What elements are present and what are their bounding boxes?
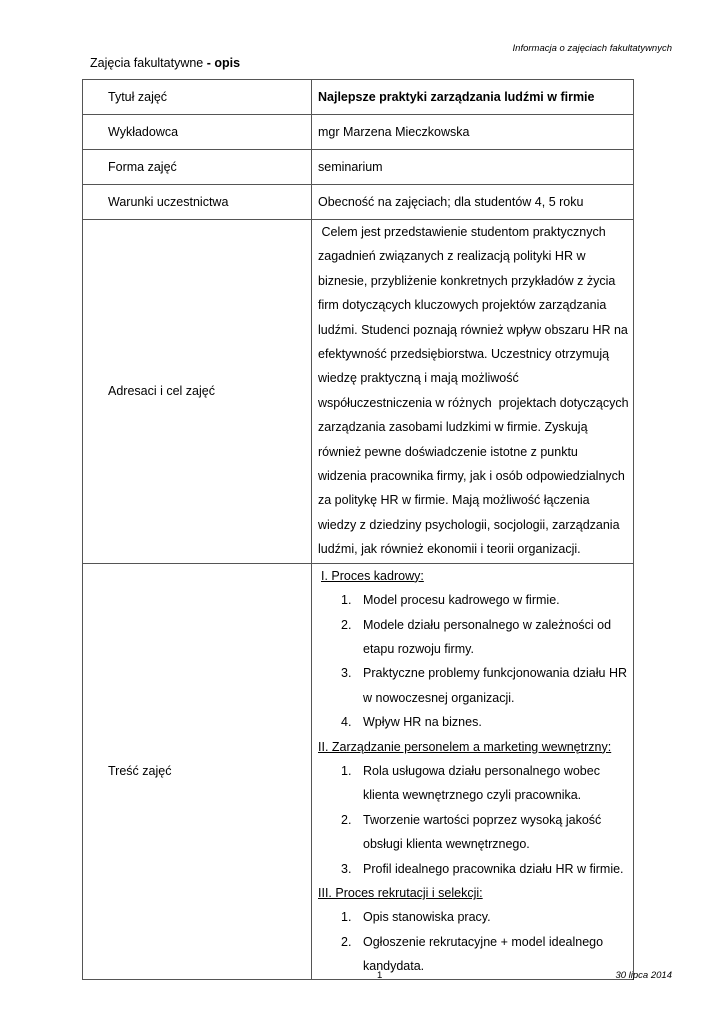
list-item-number: 2. [341,617,352,632]
list-item-number: 1. [341,763,352,778]
list-item-number: 4. [341,715,352,730]
list-item [318,710,629,734]
document-title [90,56,240,70]
label-form: Forma zajęć [83,150,312,185]
list-item-text: Ogłoszenie rekrutacyjne + model idealnego kandydata. [363,934,604,974]
value-form: seminarium [312,150,634,185]
content-section [318,881,629,979]
list-item-text: Praktyczne problemy funkcjonowania działu HR w nowoczesnej organizacji. [363,666,628,705]
value-title [312,80,634,115]
content-section [318,564,629,735]
list-item [318,905,629,929]
section-list [318,905,629,978]
list-item [318,759,629,808]
list-item-text: Opis stanowiska pracy. [363,910,491,925]
label-lecturer: Wykładowca [83,115,312,150]
list-item-number: 2. [341,934,352,949]
list-item [318,588,629,612]
list-item-text: Tworzenie wartości poprzez wysoką jakość obsługi klienta wewnętrznego. [363,812,602,852]
label-conditions: Warunki uczestnictwa [83,185,312,220]
row-title [83,80,634,115]
document-title-suffix: - opis [203,56,241,70]
list-item-text: Wpływ HR na biznes. [363,715,482,730]
header-note: Informacja o zajęciach fakultatywnych [512,43,672,54]
list-item-number: 1. [341,910,352,925]
value-lecturer: mgr Marzena Mieczkowska [312,115,634,150]
list-item-text: Rola usługowa działu personalnego wobec klienta wewnętrznego czyli pracownika. [363,763,600,803]
label-content: Treść zajęć [83,563,312,979]
list-item-text: Modele działu personalnego w zależności od etapu rozwoju firmy. [363,617,612,656]
row-content [83,563,634,979]
section-title: I. Proces kadrowy: [321,568,424,583]
list-item [318,661,629,710]
label-title: Tytuł zajęć [83,80,312,115]
value-title-text: Najlepsze praktyki zarządzania ludźmi w firmie [318,90,595,104]
goal-paragraph: Celem jest przedstawienie studentom praktycznych zagadnień związanych z realizacją polityki HR w biznesie, przybliżenie konkretnych przykładów z życia firm dotyczących kluczowych projektów zarządzania ludźmi. Studenci poznają również wpływ obszaru HR na efektywność przedsiębiorstwa. Uczestnicy otrzymują wiedzę praktyczną i mają możliwość współuczestniczenia w różnych projektach dotyczących zarządzania zasobami ludzkimi w firmie. Zyskują również pewne doświadczenie istotne z punktu widzenia pracownika firmy, jak i osób odpowiedzialnych za politykę HR w firmie. Mają możliwość łączenia wiedzy z dziedziny psychologii, socjologii, zarządzania ludźmi, jak również ekonomii i teorii organizacji. [318,225,633,557]
list-item [318,857,629,881]
value-conditions: Obecność na zajęciach; dla studentów 4, 5 roku [312,185,634,220]
row-conditions [83,185,634,220]
value-content [312,563,634,979]
section-title: II. Zarządzanie personelem a marketing wewnętrzny: [318,739,612,754]
list-item [318,930,629,979]
document-title-prefix: Zajęcia fakultatywne [90,56,204,70]
list-item [318,613,629,662]
list-item-number: 3. [341,861,352,876]
course-info-table [82,79,634,980]
section-list [318,759,629,881]
list-item-number: 2. [341,812,352,827]
list-item [318,808,629,857]
row-lecturer [83,115,634,150]
list-item-number: 1. [341,593,352,608]
footer-page-number: 1 [377,970,383,981]
row-goal [83,220,634,564]
list-item-number: 3. [341,666,352,681]
footer-date: 30 lipca 2014 [615,970,672,981]
label-goal: Adresaci i cel zajęć [83,220,312,564]
content-section [318,735,629,881]
list-item-text: Model procesu kadrowego w firmie. [363,593,560,608]
section-title: III. Proces rekrutacji i selekcji: [318,885,483,900]
row-form [83,150,634,185]
section-list [318,588,629,734]
list-item-text: Profil idealnego pracownika działu HR w firmie. [363,861,624,876]
value-goal [312,220,634,564]
content-body [318,564,629,979]
